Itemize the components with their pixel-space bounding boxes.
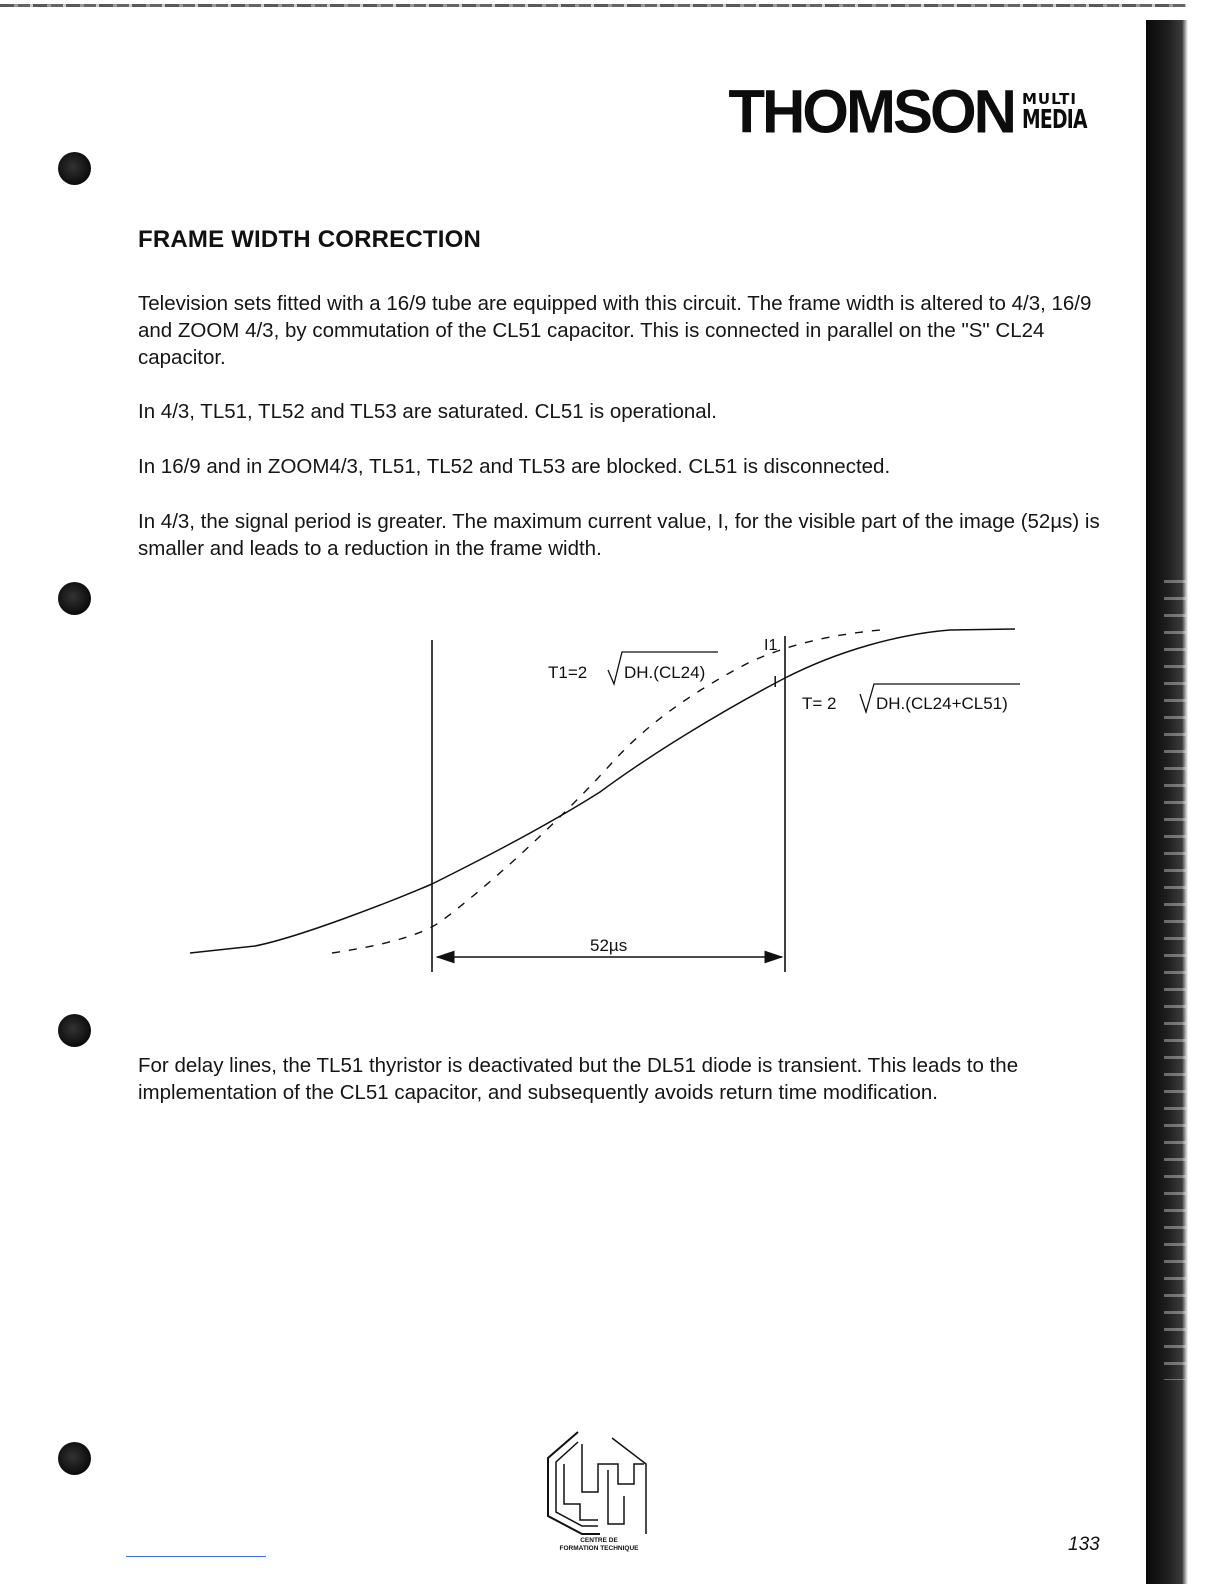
current-curve-4-3 (190, 629, 1015, 953)
punch-hole-4 (58, 1442, 91, 1475)
current-i1-label: I1 (764, 637, 778, 654)
paragraph-intro: Television sets fitted with a 16/9 tube are equipped with this circuit. The frame width is altered to 4/3, 16/9 and ZOOM 4/3, by commutation of the CL51 capacitor. This is connected in parallel on the "S" CL24 capacitor. (138, 292, 1092, 369)
logo-subtitle-bottom: MEDIA (1021, 104, 1087, 135)
logo-wordmark: THOMSON (728, 77, 1014, 146)
radical-t1 (608, 652, 718, 684)
paragraph-signal-period: In 4/3, the signal period is greater. The maximum current value, I, for the visible part of the image (52µs) is smaller and leads to a reduction in the frame width. (138, 510, 1100, 560)
punch-hole-3 (58, 1014, 91, 1047)
logo-subtitle-top: MULTI (1021, 89, 1077, 108)
scan-binding-edge (1146, 20, 1188, 1584)
page-title: FRAME WIDTH CORRECTION (138, 226, 482, 253)
current-curve-16-9 (332, 630, 880, 953)
footer-rule (126, 1556, 266, 1557)
logo-subtitle (1021, 89, 1112, 135)
punch-hole-2 (58, 582, 91, 615)
logo-caption-line1: CENTRE DE (580, 1537, 618, 1544)
period-t1-prefix: T1=2 (548, 663, 588, 682)
period-t1-radicand: DH.(CL24) (624, 663, 706, 682)
logo-caption-line2: FORMATION TECHNIQUE (559, 1545, 639, 1552)
current-i-label: I (773, 674, 778, 691)
page-number: 133 (1068, 1534, 1100, 1555)
paragraph-16-9-mode: In 16/9 and in ZOOM4/3, TL51, TL52 and TL53 are blocked. CL51 is disconnected. (138, 455, 891, 478)
thomson-multimedia-logo (728, 77, 1112, 146)
period-t-prefix: T= 2 (802, 694, 837, 713)
paragraph-delay-lines: For delay lines, the TL51 thyristor is deactivated but the DL51 diode is transient. This leads to the implementation of the CL51 capacitor, and subsequently avoids return time modification. (138, 1054, 1019, 1104)
period-t-radicand: DH.(CL24+CL51) (876, 694, 1008, 713)
paragraph-4-3-mode: In 4/3, TL51, TL52 and TL53 are saturated. CL51 is operational. (138, 400, 717, 423)
scan-top-rule (0, 4, 1186, 7)
punch-hole-1 (58, 152, 91, 185)
radical-t (860, 684, 1020, 712)
centre-formation-technique-logo (538, 1424, 660, 1554)
interval-label: 52µs (590, 936, 628, 955)
